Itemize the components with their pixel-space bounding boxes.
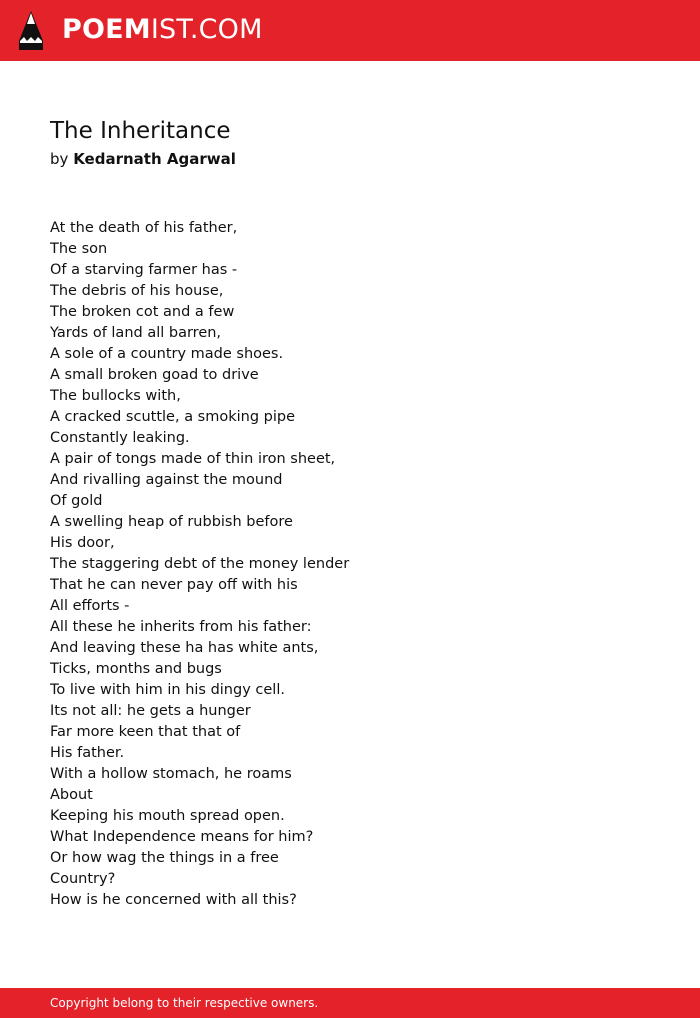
poem-line: Its not all: he gets a hunger — [50, 703, 251, 719]
poem-line: Constantly leaking. — [50, 430, 190, 446]
poem-line: The broken cot and a few — [50, 304, 235, 320]
poem-line: And leaving these ha has white ants, — [50, 640, 319, 656]
poem-line: About — [50, 787, 93, 803]
poem-line: All these he inherits from his father: — [50, 619, 312, 635]
poem-line: His door, — [50, 535, 115, 551]
poem-line: Or how wag the things in a free — [50, 850, 279, 866]
poem-line: Of a starving farmer has - — [50, 262, 238, 278]
poem-line: To live with him in his dingy cell. — [50, 682, 285, 698]
brand-name — [62, 10, 263, 50]
poem-line: The debris of his house, — [50, 283, 224, 299]
poem-line: What Independence means for him? — [50, 829, 314, 845]
poem-line: A pair of tongs made of thin iron sheet, — [50, 451, 336, 467]
poem-line: His father. — [50, 745, 125, 761]
poem-line: Of gold — [50, 493, 103, 509]
poem-line: Far more keen that that of — [50, 724, 241, 740]
poem-line: A swelling heap of rubbish before — [50, 514, 293, 530]
poem-line: With a hollow stomach, he roams — [50, 766, 292, 782]
poem-line: A sole of a country made shoes. — [50, 346, 284, 362]
poem-line: Keeping his mouth spread open. — [50, 808, 285, 824]
poem-line: The bullocks with, — [50, 388, 181, 404]
poem-line: All efforts - — [50, 598, 130, 614]
poem-line: At the death of his father, — [50, 220, 238, 236]
poem-line: That he can never pay off with his — [50, 577, 298, 593]
site-header — [0, 0, 700, 61]
poem-line: And rivalling against the mound — [50, 472, 283, 488]
brand-name-bold: POEM — [62, 14, 151, 45]
brand-name-light: IST.COM — [150, 14, 263, 45]
poem-line: The son — [50, 241, 108, 257]
pencil-tip-icon — [18, 10, 44, 51]
by-label: by — [50, 150, 69, 168]
site-logo[interactable] — [18, 10, 263, 50]
author-name[interactable]: Kedarnath Agarwal — [73, 150, 236, 168]
poem-line: A cracked scuttle, a smoking pipe — [50, 409, 296, 425]
poem-line: The staggering debt of the money lender — [50, 556, 350, 572]
poem-line: Yards of land all barren, — [50, 325, 222, 341]
poem-line: How is he concerned with all this? — [50, 892, 297, 908]
poem-body — [50, 218, 349, 911]
poem-line: Country? — [50, 871, 116, 887]
poem-byline — [50, 148, 236, 170]
poem-line: Ticks, months and bugs — [50, 661, 222, 677]
site-footer — [0, 988, 700, 1018]
poem-line: A small broken goad to drive — [50, 367, 259, 383]
copyright-notice: Copyright belong to their respective owners. — [50, 996, 319, 1010]
poem-title: The Inheritance — [50, 118, 231, 144]
